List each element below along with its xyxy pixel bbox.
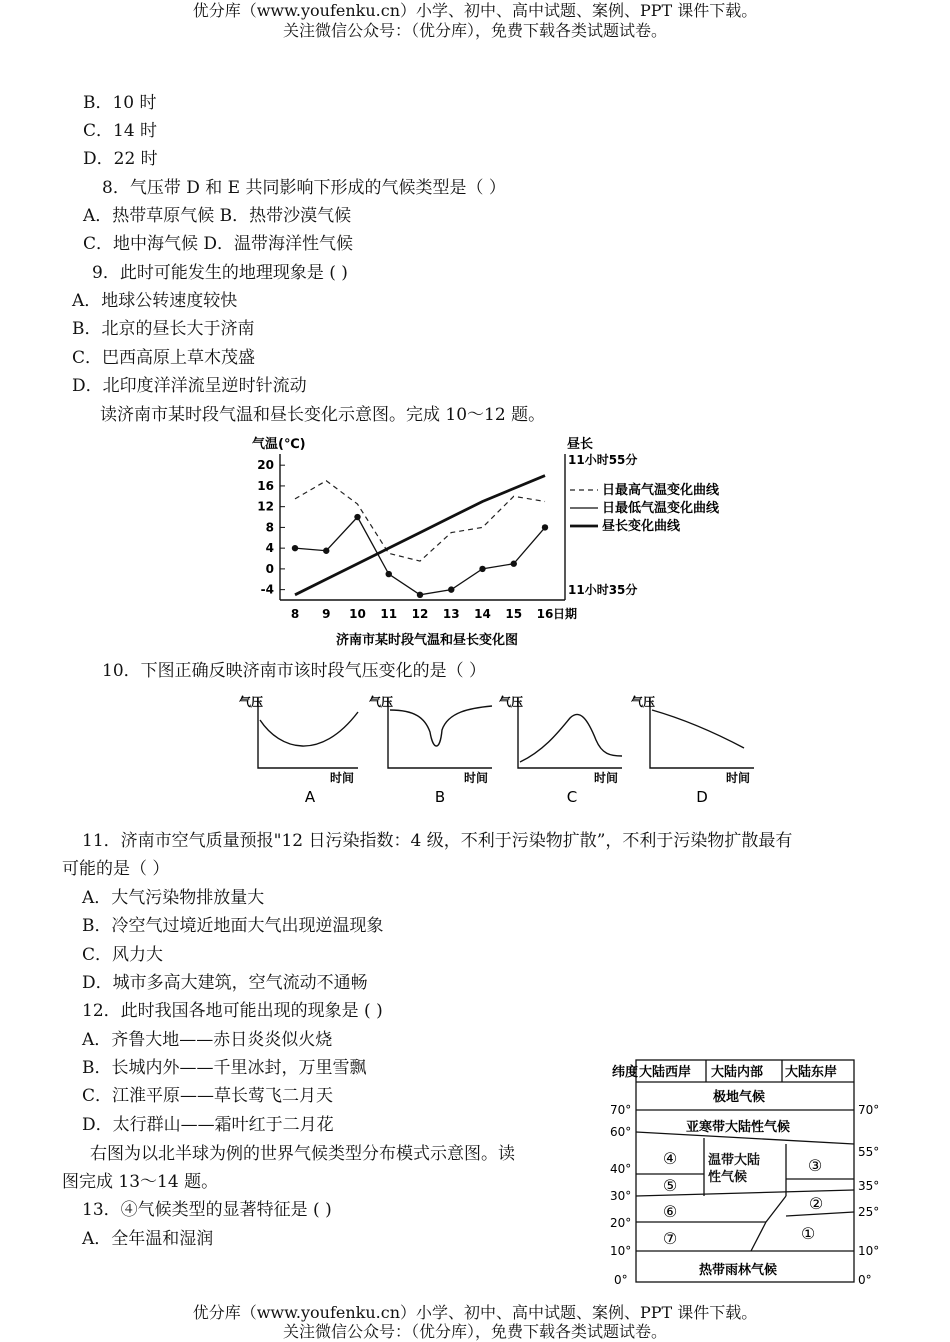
- option-label-c: C: [566, 788, 578, 806]
- axis-x-label-a: 时间: [330, 771, 355, 785]
- y-tick-label: 8: [265, 520, 274, 535]
- data-point: [479, 566, 485, 572]
- x-tick-label: 9: [322, 607, 331, 621]
- lat-right-55: 55°: [858, 1145, 880, 1159]
- q7-option-d: D．22 时: [83, 149, 158, 169]
- curve-d: [652, 710, 744, 748]
- axis-y-label-a: 气压: [239, 695, 264, 709]
- q9-option-b: B．北京的昼长大于济南: [72, 319, 255, 339]
- header-line-1: 优分库（www.youfenku.cn）小学、初中、高中试题、案例、PPT 课件下载。: [192, 1, 758, 20]
- x-tick-label: 8: [290, 607, 300, 621]
- axis-y-label-b: 气压: [369, 695, 394, 709]
- legend-label: 昼长变化曲线: [602, 519, 681, 534]
- y2-axis-label: 昼长: [567, 437, 594, 452]
- zone-4: ④: [662, 1149, 678, 1168]
- x-tick-label: 15: [505, 607, 523, 621]
- x-tick-label: 14: [474, 607, 491, 621]
- col-west: 大陆西岸: [639, 1065, 692, 1080]
- lat-right-70: 70°: [858, 1103, 880, 1117]
- q12-option-d: D．太行群山——霜叶红于二月花: [82, 1115, 334, 1135]
- col-interior: 大陆内部: [711, 1065, 764, 1080]
- chart-title: 济南市某时段气温和昼长变化图: [336, 633, 519, 648]
- data-point: [354, 514, 360, 520]
- lat-left-40: 40°: [610, 1162, 632, 1176]
- series-line-dashed: [295, 481, 545, 561]
- lat-left-70: 70°: [610, 1103, 632, 1117]
- data-point: [511, 561, 517, 567]
- lat-right-10: 10°: [858, 1244, 880, 1258]
- q9-option-d: D．北印度洋洋流呈逆时针流动: [72, 376, 307, 396]
- q9-option-a: A．地球公转速度较快: [72, 291, 238, 311]
- polar-climate: 极地气候: [713, 1090, 766, 1105]
- q10-stem: 10．下图正确反映济南市该时段气压变化的是（ ）: [102, 661, 487, 681]
- q7-option-b: B．10 时: [83, 93, 157, 113]
- axis-d: [650, 698, 754, 768]
- q11-stem-line2: 可能的是（ ）: [62, 859, 170, 879]
- zone-7: ⑦: [662, 1229, 678, 1248]
- option-label-a: A: [304, 788, 316, 806]
- y-tick-label: 0: [265, 561, 274, 576]
- lat-left-30: 30°: [610, 1189, 632, 1203]
- lat-left-60: 60°: [610, 1125, 632, 1139]
- y-tick-label: 12: [257, 499, 274, 514]
- zone-1: ①: [800, 1224, 816, 1243]
- axis-x-label-c: 时间: [594, 771, 619, 785]
- q13-stem: 13．④气候类型的显著特征是 ( ): [82, 1200, 332, 1220]
- y-tick-label: 4: [265, 541, 274, 556]
- header-line-2: 关注微信公众号：（优分库），免费下载各类试题试卷。: [282, 21, 667, 40]
- curve-c: [520, 714, 622, 762]
- q12-option-b: B．长城内外——千里冰封，万里雪飘: [82, 1058, 367, 1078]
- q8-options-row2: C．地中海气候 D．温带海洋性气候: [83, 234, 354, 254]
- q12-option-c: C．江淮平原——草长莺飞二月天: [82, 1086, 334, 1106]
- q11-option-d: D．城市多高大建筑，空气流动不通畅: [82, 973, 368, 993]
- q8-options-row1: A．热带草原气候 B．热带沙漠气候: [83, 206, 352, 226]
- lat-header: 纬度: [612, 1065, 639, 1080]
- q8-stem: 8．气压带 D 和 E 共同影响下形成的气候类型是（ ）: [102, 178, 506, 198]
- intro-10-12: 读济南市某时段气温和昼长变化示意图。完成 10～12 题。: [100, 405, 546, 425]
- curve-a: [260, 712, 358, 746]
- subarctic-climate: 亚寒带大陆性气候: [686, 1120, 791, 1135]
- pressure-options-figure: [230, 690, 770, 810]
- temperature-daylength-chart: [240, 432, 760, 652]
- lat-left-20: 20°: [610, 1216, 632, 1230]
- lat-left-10: 10°: [610, 1244, 632, 1258]
- x-tick-label: 10: [349, 607, 366, 621]
- climate-distribution-diagram: [608, 1056, 898, 1292]
- q13-option-a: A．全年温和湿润: [82, 1229, 214, 1249]
- q11-option-b: B．冷空气过境近地面大气出现逆温现象: [82, 916, 384, 936]
- q7-option-c: C．14 时: [83, 121, 158, 141]
- axis-x-label-d: 时间: [726, 771, 751, 785]
- axis-a: [258, 698, 358, 768]
- data-point: [323, 548, 329, 554]
- y2-tick-label: 11小时35分: [568, 583, 638, 597]
- curve-b: [390, 706, 492, 746]
- y-tick-label: 20: [257, 458, 274, 473]
- legend-label: 日最低气温变化曲线: [602, 501, 720, 516]
- axis-y-label-c: 气压: [499, 695, 524, 709]
- x-tick-label: 13: [442, 607, 460, 621]
- series-line-thick: [295, 476, 545, 595]
- temperate-continental-climate: 温带大陆性气候: [708, 1153, 761, 1185]
- x-tick-label: 16: [536, 607, 554, 621]
- q12-option-a: A．齐鲁大地——赤日炎炎似火烧: [82, 1030, 333, 1050]
- data-point: [386, 571, 392, 577]
- intro-13-14-line2: 图完成 13～14 题。: [62, 1172, 219, 1192]
- footer-line-1: 优分库（www.youfenku.cn）小学、初中、高中试题、案例、PPT 课件下载。: [192, 1303, 758, 1322]
- legend-label: 日最高气温变化曲线: [602, 483, 720, 498]
- intro-13-14-line1: 右图为以北半球为例的世界气候类型分布模式示意图。读: [90, 1144, 515, 1164]
- x-tick-label: 12: [411, 607, 429, 621]
- lat-right-25: 25°: [858, 1205, 880, 1219]
- rainforest-climate: 热带雨林气候: [698, 1263, 778, 1278]
- q11-stem-line1: 11．济南市空气质量预报"12 日污染指数：4 级，不利于污染物扩散”，不利于污染物扩散最有: [82, 831, 793, 851]
- col-east: 大陆东岸: [785, 1065, 838, 1080]
- lat-right-35: 35°: [858, 1179, 880, 1193]
- lat-right-0: 0°: [858, 1273, 872, 1287]
- zone-2: ②: [808, 1194, 824, 1213]
- option-label-d: D: [696, 788, 708, 806]
- option-label-b: B: [434, 788, 446, 806]
- zone-5: ⑤: [662, 1176, 678, 1195]
- x-tick-label: 11: [380, 607, 398, 621]
- q11-option-a: A．大气污染物排放量大: [82, 888, 265, 908]
- data-point: [448, 586, 454, 592]
- data-point: [417, 592, 423, 598]
- q12-stem: 12．此时我国各地可能出现的现象是 ( ): [82, 1001, 383, 1021]
- y-axis-label: 气温(℃): [252, 437, 306, 452]
- axis-c: [518, 698, 622, 768]
- axis-x-label-b: 时间: [464, 771, 489, 785]
- y-tick-label: -4: [260, 582, 274, 597]
- series-line-thin: [295, 517, 545, 595]
- axis-y-label-d: 气压: [631, 695, 656, 709]
- y-tick-label: 16: [257, 478, 274, 493]
- data-point: [292, 545, 298, 551]
- q9-option-c: C．巴西高原上草木茂盛: [72, 348, 256, 368]
- data-point: [542, 524, 548, 530]
- x-axis-label: 日期: [553, 607, 578, 621]
- lat-left-0: 0°: [614, 1273, 628, 1287]
- q9-stem: 9．此时可能发生的地理现象是 ( ): [92, 263, 348, 283]
- zone-3: ③: [807, 1156, 823, 1175]
- footer-line-2: 关注微信公众号：（优分库），免费下载各类试题试卷。: [282, 1322, 667, 1341]
- q11-option-c: C．风力大: [82, 945, 164, 965]
- zone-6: ⑥: [662, 1202, 678, 1221]
- y2-tick-label: 11小时55分: [568, 453, 638, 467]
